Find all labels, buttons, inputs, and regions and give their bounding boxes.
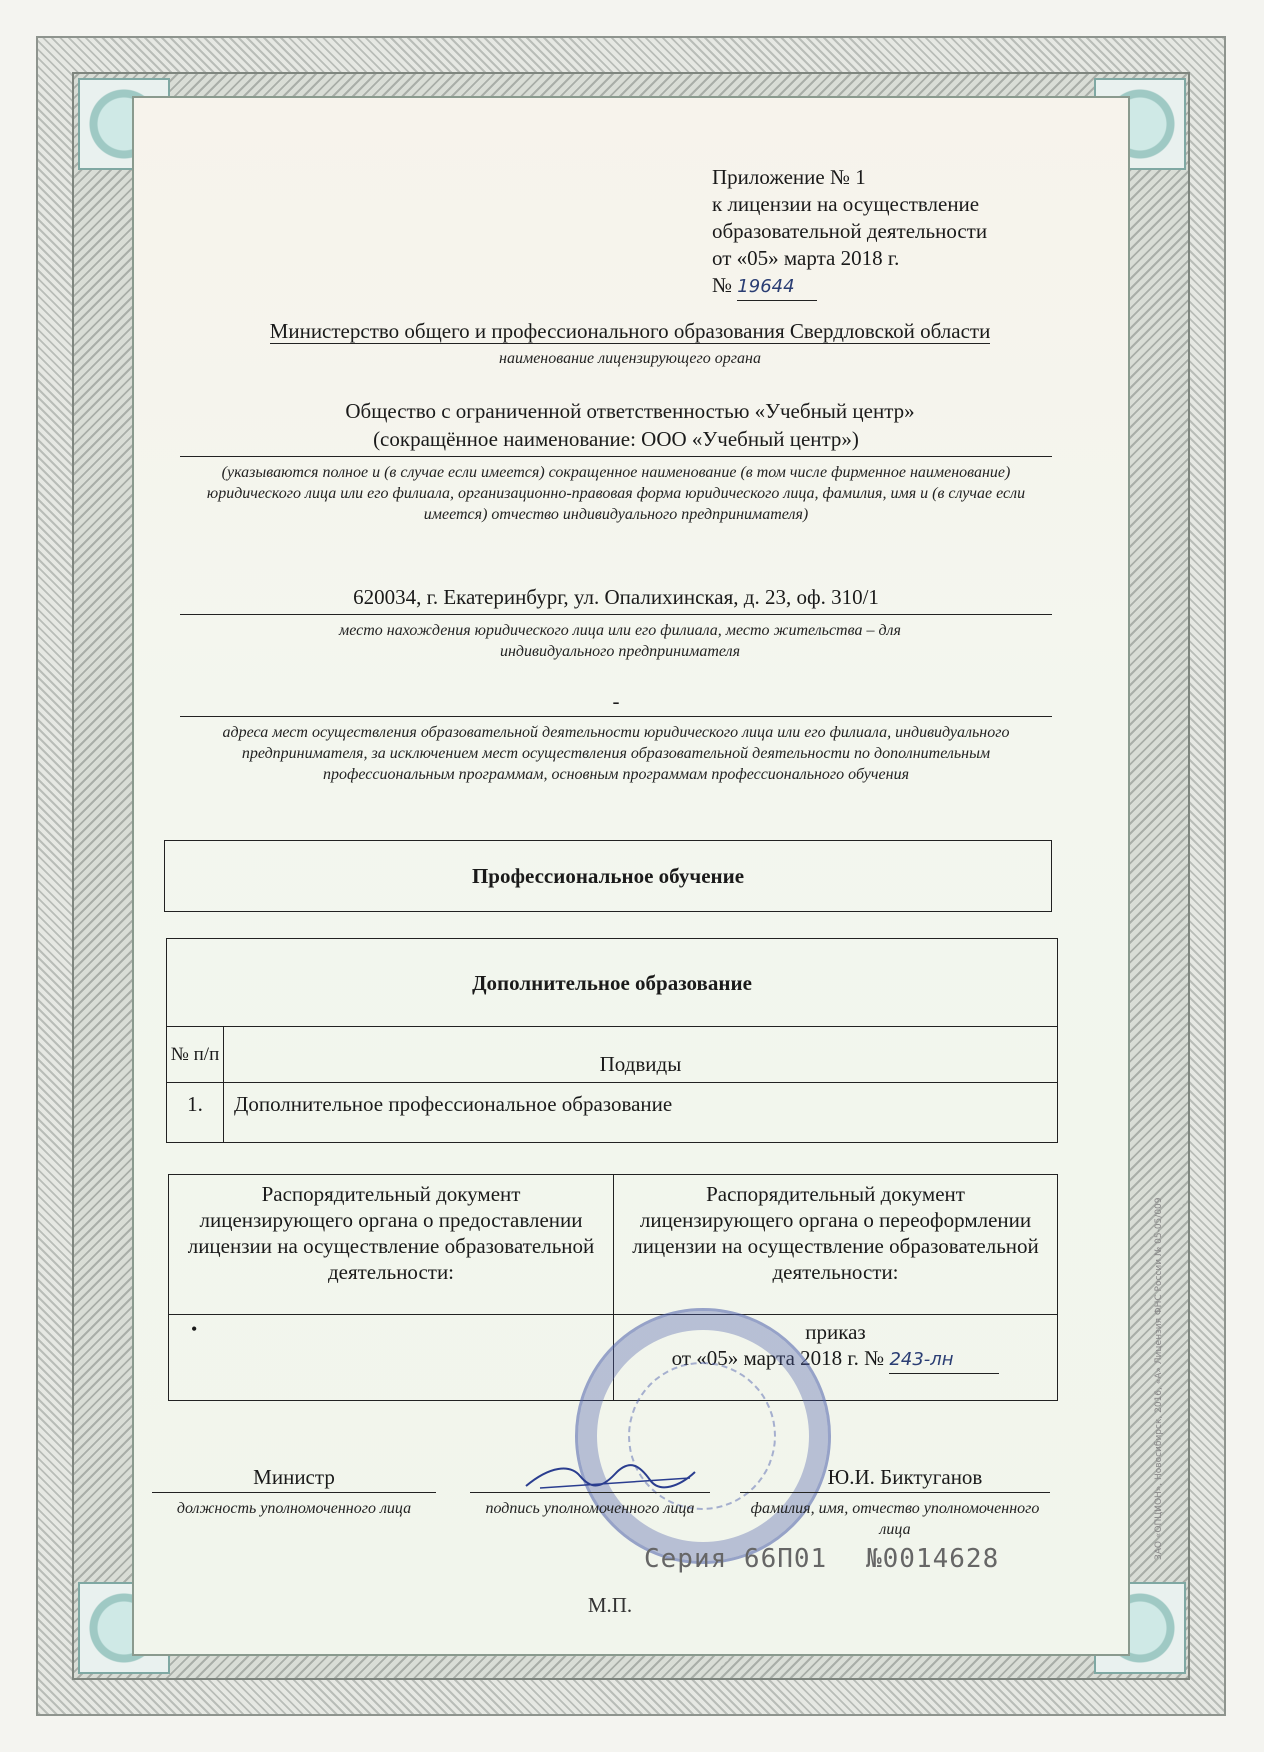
annex-number-value: 19644 (737, 273, 817, 301)
prof-training-title: Профессиональное обучение (165, 841, 1052, 912)
printer-note: ЗАО «ОПЦИОН», Новосибирск, 2016, «А» Лицензия ФНС России № 05-05/009 (1154, 1197, 1164, 1560)
signature-line (470, 1492, 710, 1493)
ministry-caption: наименование лицензирующего органа (499, 350, 761, 367)
row-num: 1. (167, 1083, 224, 1143)
org-caption: (указываются полное и (в случае если имеется) сокращенное наименование (в том числе фирменное наименование) юридического лица или его филиала, организационно-правовая форма юридического лица, фамилия, имя и (в случае если имеется) отчество индивидуального предпринимателя) (206, 464, 1026, 523)
table-row (167, 1083, 1058, 1143)
position-caption: должность уполномоченного лица (176, 1500, 412, 1517)
stamp-place-label: М.П. (587, 1593, 633, 1617)
annex-line-1: Приложение № 1 (712, 165, 866, 189)
annex-line-3: образовательной деятельности (712, 219, 988, 243)
signatory-position: Министр (253, 1465, 335, 1489)
annex-header (712, 164, 1052, 301)
activity-addresses-caption: адреса мест осуществления образовательной деятельности юридического лица или его филиала, индивидуального предпринимателя, за исключением мест осуществления образовательной деятельности по дополнительным профессиональным программам, основным программам профессионального обучения (222, 724, 1010, 783)
order-grant-header: Распорядительный документ лицензирующего органа о предоставлении лицензии на осуществление образовательной деятельности: (169, 1175, 614, 1315)
org-short-name: (сокращённое наименование: ООО «Учебный центр») (180, 426, 1052, 457)
activity-addresses-value: - (180, 688, 1052, 717)
additional-education-title: Дополнительное образование (167, 939, 1058, 1027)
form-series: Серия 66П01 (644, 1544, 828, 1574)
annex-line-4: от «05» марта 2018 г. (712, 246, 900, 270)
annex-number (712, 272, 1052, 301)
annex-line-2: к лицензии на осуществление (712, 192, 980, 216)
order-number: 243-лн (889, 1347, 999, 1374)
col-header-num: № п/п (167, 1027, 224, 1083)
order-reissue-header: Распорядительный документ лицензирующего органа о переоформлении лицензии на осуществление образовательной деятельности: (614, 1175, 1058, 1315)
row-name: Дополнительное профессиональное образование (224, 1083, 1058, 1143)
org-address: 620034, г. Екатеринбург, ул. Опалихинская, д. 23, оф. 310/1 (180, 584, 1052, 615)
ministry-block (160, 318, 1100, 344)
prof-training-box (164, 840, 1052, 912)
address-caption: место нахождения юридического лица или его филиала, место жительства – для индивидуального предпринимателя (339, 622, 901, 660)
signatory-name: Ю.И. Биктуганов (827, 1465, 983, 1489)
name-line (740, 1492, 1050, 1493)
annex-number-label: № (712, 273, 733, 297)
signature-mark (520, 1456, 700, 1496)
form-number: №0014628 (866, 1544, 1000, 1574)
name-caption: фамилия, имя, отчество уполномоченного лица (750, 1500, 1040, 1538)
order-type: приказ (805, 1320, 866, 1344)
col-header-subtypes: Подвиды (224, 1027, 1058, 1083)
ministry-name: Министерство общего и профессионального образования Свердловской области (269, 319, 991, 343)
position-line (152, 1492, 436, 1493)
signature-caption: подпись уполномоченного лица (485, 1500, 695, 1517)
order-date: от «05» марта 2018 г. № (671, 1346, 885, 1370)
org-full-name: Общество с ограниченной ответственностью «Учебный центр» (345, 399, 915, 423)
order-grant-value: • (169, 1315, 614, 1401)
additional-education-table (166, 938, 1058, 1143)
